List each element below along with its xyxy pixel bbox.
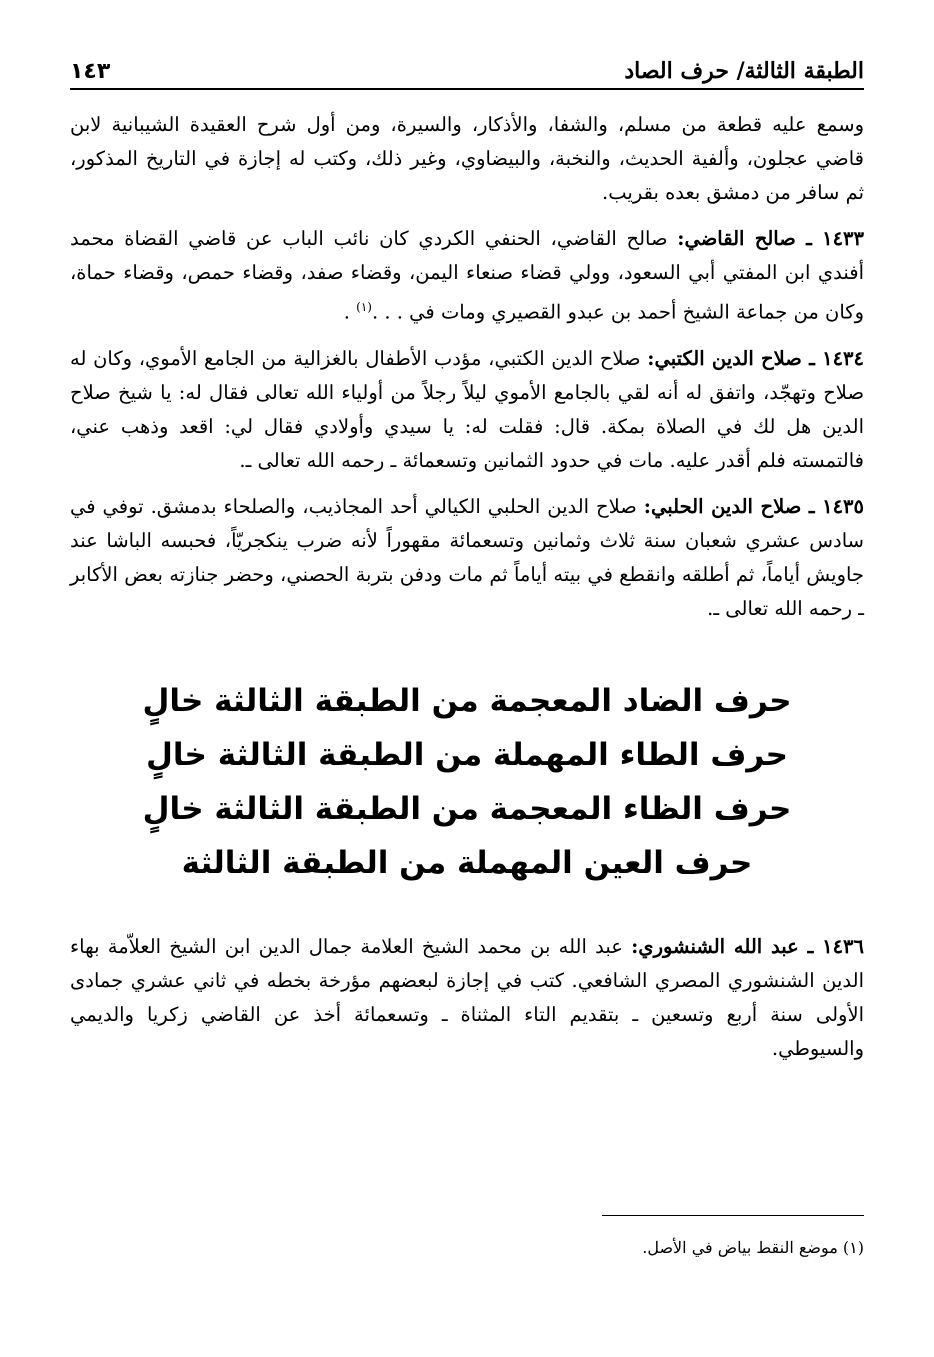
entry-text: صلاح الدين الكتبي، مؤدب الأطفال بالغزالية من الجامع الأموي، وكان له صلاح وتهجّد، واتفق له أنه لقي بالجامع الأموي ليلاً رجلاً من أولياء الله تعالى فقال له: يا شيخ صلاح الدين هل لك في الصلاة بمكة. قال: فقلت له: يا سيدي وأولادي فقال لي: اقعد وذهب عني، فالتمسته فلم أقدر عليه. مات في حدود الثمانين وتسعمائة ـ رحمه الله تعالى ـ. <box>70 346 864 472</box>
running-title: الطبقة الثالثة/ حرف الصاد <box>624 58 864 84</box>
entry-heading: ١٤٣٤ ـ صلاح الدين الكتبي: <box>647 346 864 370</box>
paragraph-text: وسمع عليه قطعة من مسلم، والشفا، والأذكار، والسيرة، ومن أول شرح العقيدة الشيبانية لابن قاضي عجلون، وألفية الحديث، والنخبة، والبيضاوي، وغير ذلك، وكتب له إجازة في التاريخ المذكور، ثم سافر من دمشق بعده بقريب. <box>70 113 864 204</box>
entry-1433 <box>70 222 864 330</box>
page-body <box>70 108 864 1078</box>
footnote <box>70 1238 864 1257</box>
entry-heading: ١٤٣٥ ـ صلاح الدين الحلبي: <box>643 494 864 518</box>
footnote-reference: (١) <box>356 300 372 314</box>
entry-heading: ١٤٣٦ ـ عبد الله الشنشوري: <box>631 934 864 958</box>
entry-heading: ١٤٣٣ ـ صالح القاضي: <box>677 227 864 250</box>
entry-1436 <box>70 930 864 1066</box>
section-titles <box>70 674 864 890</box>
page-number: ١٤٣ <box>70 59 111 84</box>
footnote-text: موضع النقط بياض في الأصل. <box>642 1238 838 1257</box>
entry-text: صلاح الدين الحلبي الكيالي أحد المجاذيب، والصلحاء بدمشق. توفي في سادس عشري شعبان سنة ثلاث وثمانين وتسعمائة مقهوراً لأنه ضرب ينكجريّاً، فحبسه الباشا عند جاويش أياماً، ثم أطلقه وانقطع في بيته أياماً ثم مات ودفن بتربة الحصني، وحضر جنازته بعض الأكابر ـ رحمه الله تعالى ـ. <box>70 494 864 620</box>
entry-1434 <box>70 342 864 478</box>
section-title-za: حرف الظاء المعجمة من الطبقة الثالثة خالٍ <box>142 790 792 827</box>
entry-tail: . <box>343 300 357 324</box>
section-title-dad: حرف الضاد المعجمة من الطبقة الثالثة خالٍ <box>142 682 792 719</box>
footnote-marker: (١) <box>842 1238 864 1257</box>
continuation-paragraph <box>70 108 864 210</box>
section-title-ta: حرف الطاء المهملة من الطبقة الثالثة خالٍ <box>146 736 788 773</box>
entry-text: عبد الله بن محمد الشيخ العلامة جمال الدين ابن الشيخ العلاّمة بهاء الدين الشنشوري المصري الشافعي. كتب في إجازة لبعضهم مؤرخة بخطه في ثاني عشري جمادى الأولى سنة أربع وتسعين ـ بتقديم التاء المثناة ـ وتسعمائة أخذ عن القاضي زكريا والديمي والسيوطي. <box>70 934 864 1060</box>
page-header <box>70 52 864 90</box>
entry-text: صالح القاضي، الحنفي الكردي كان نائب الباب عن قاضي القضاة محمد أفندي ابن المفتي أبي السعود، وولي قضاء صنعاء اليمن، وقضاء صفد، وقضاء حمص، وقضاء حماة، وكان من جماعة الشيخ أحمد بن عبدو القصيري ومات في . . . <box>70 227 864 324</box>
entry-1435 <box>70 490 864 626</box>
section-title-ayn: حرف العين المهملة من الطبقة الثالثة <box>181 844 753 881</box>
footnote-divider <box>602 1215 864 1216</box>
